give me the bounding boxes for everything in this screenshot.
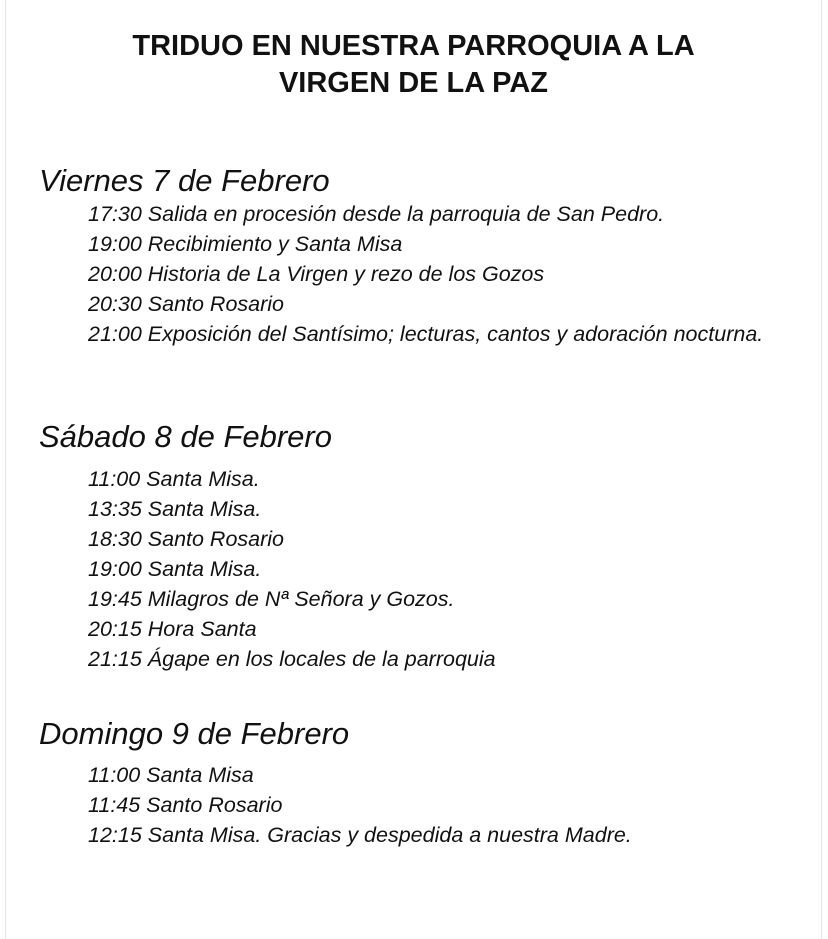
event-item: 17:30 Salida en procesión desde la parroquia de San Pedro. <box>88 202 665 226</box>
document-title <box>6 28 821 102</box>
event-item: 11:00 Santa Misa. <box>88 467 260 491</box>
event-item: 20:30 Santo Rosario <box>88 292 285 316</box>
event-list-sabado <box>88 464 788 674</box>
event-list-viernes <box>88 199 788 349</box>
event-item: 20:15 Hora Santa <box>88 617 257 641</box>
day-heading-sabado: Sábado 8 de Febrero <box>39 419 332 454</box>
day-heading-domingo: Domingo 9 de Febrero <box>39 716 350 751</box>
event-item: 21:15 Ágape en los locales de la parroquia <box>88 647 496 671</box>
document-page <box>5 0 822 939</box>
event-list-domingo <box>88 760 788 850</box>
event-item: 20:00 Historia de La Virgen y rezo de los Gozos <box>88 262 545 286</box>
event-item: 13:35 Santa Misa. <box>88 497 262 521</box>
title-line-1: TRIDUO EN NUESTRA PARROQUIA A LA <box>132 30 695 62</box>
event-item: 19:00 Recibimiento y Santa Misa <box>88 232 403 256</box>
event-item: 19:00 Santa Misa. <box>88 557 262 581</box>
event-item: 11:00 Santa Misa <box>88 763 254 787</box>
event-item: 21:00 Exposición del Santísimo; lecturas, cantos y adoración nocturna. <box>88 322 764 346</box>
title-line-2: VIRGEN DE LA PAZ <box>278 67 549 99</box>
event-item: 19:45 Milagros de Nª Señora y Gozos. <box>88 587 455 611</box>
event-item: 11:45 Santo Rosario <box>88 793 283 817</box>
event-item: 12:15 Santa Misa. Gracias y despedida a nuestra Madre. <box>88 823 632 847</box>
event-item: 18:30 Santo Rosario <box>88 527 285 551</box>
day-heading-viernes: Viernes 7 de Febrero <box>39 163 330 198</box>
